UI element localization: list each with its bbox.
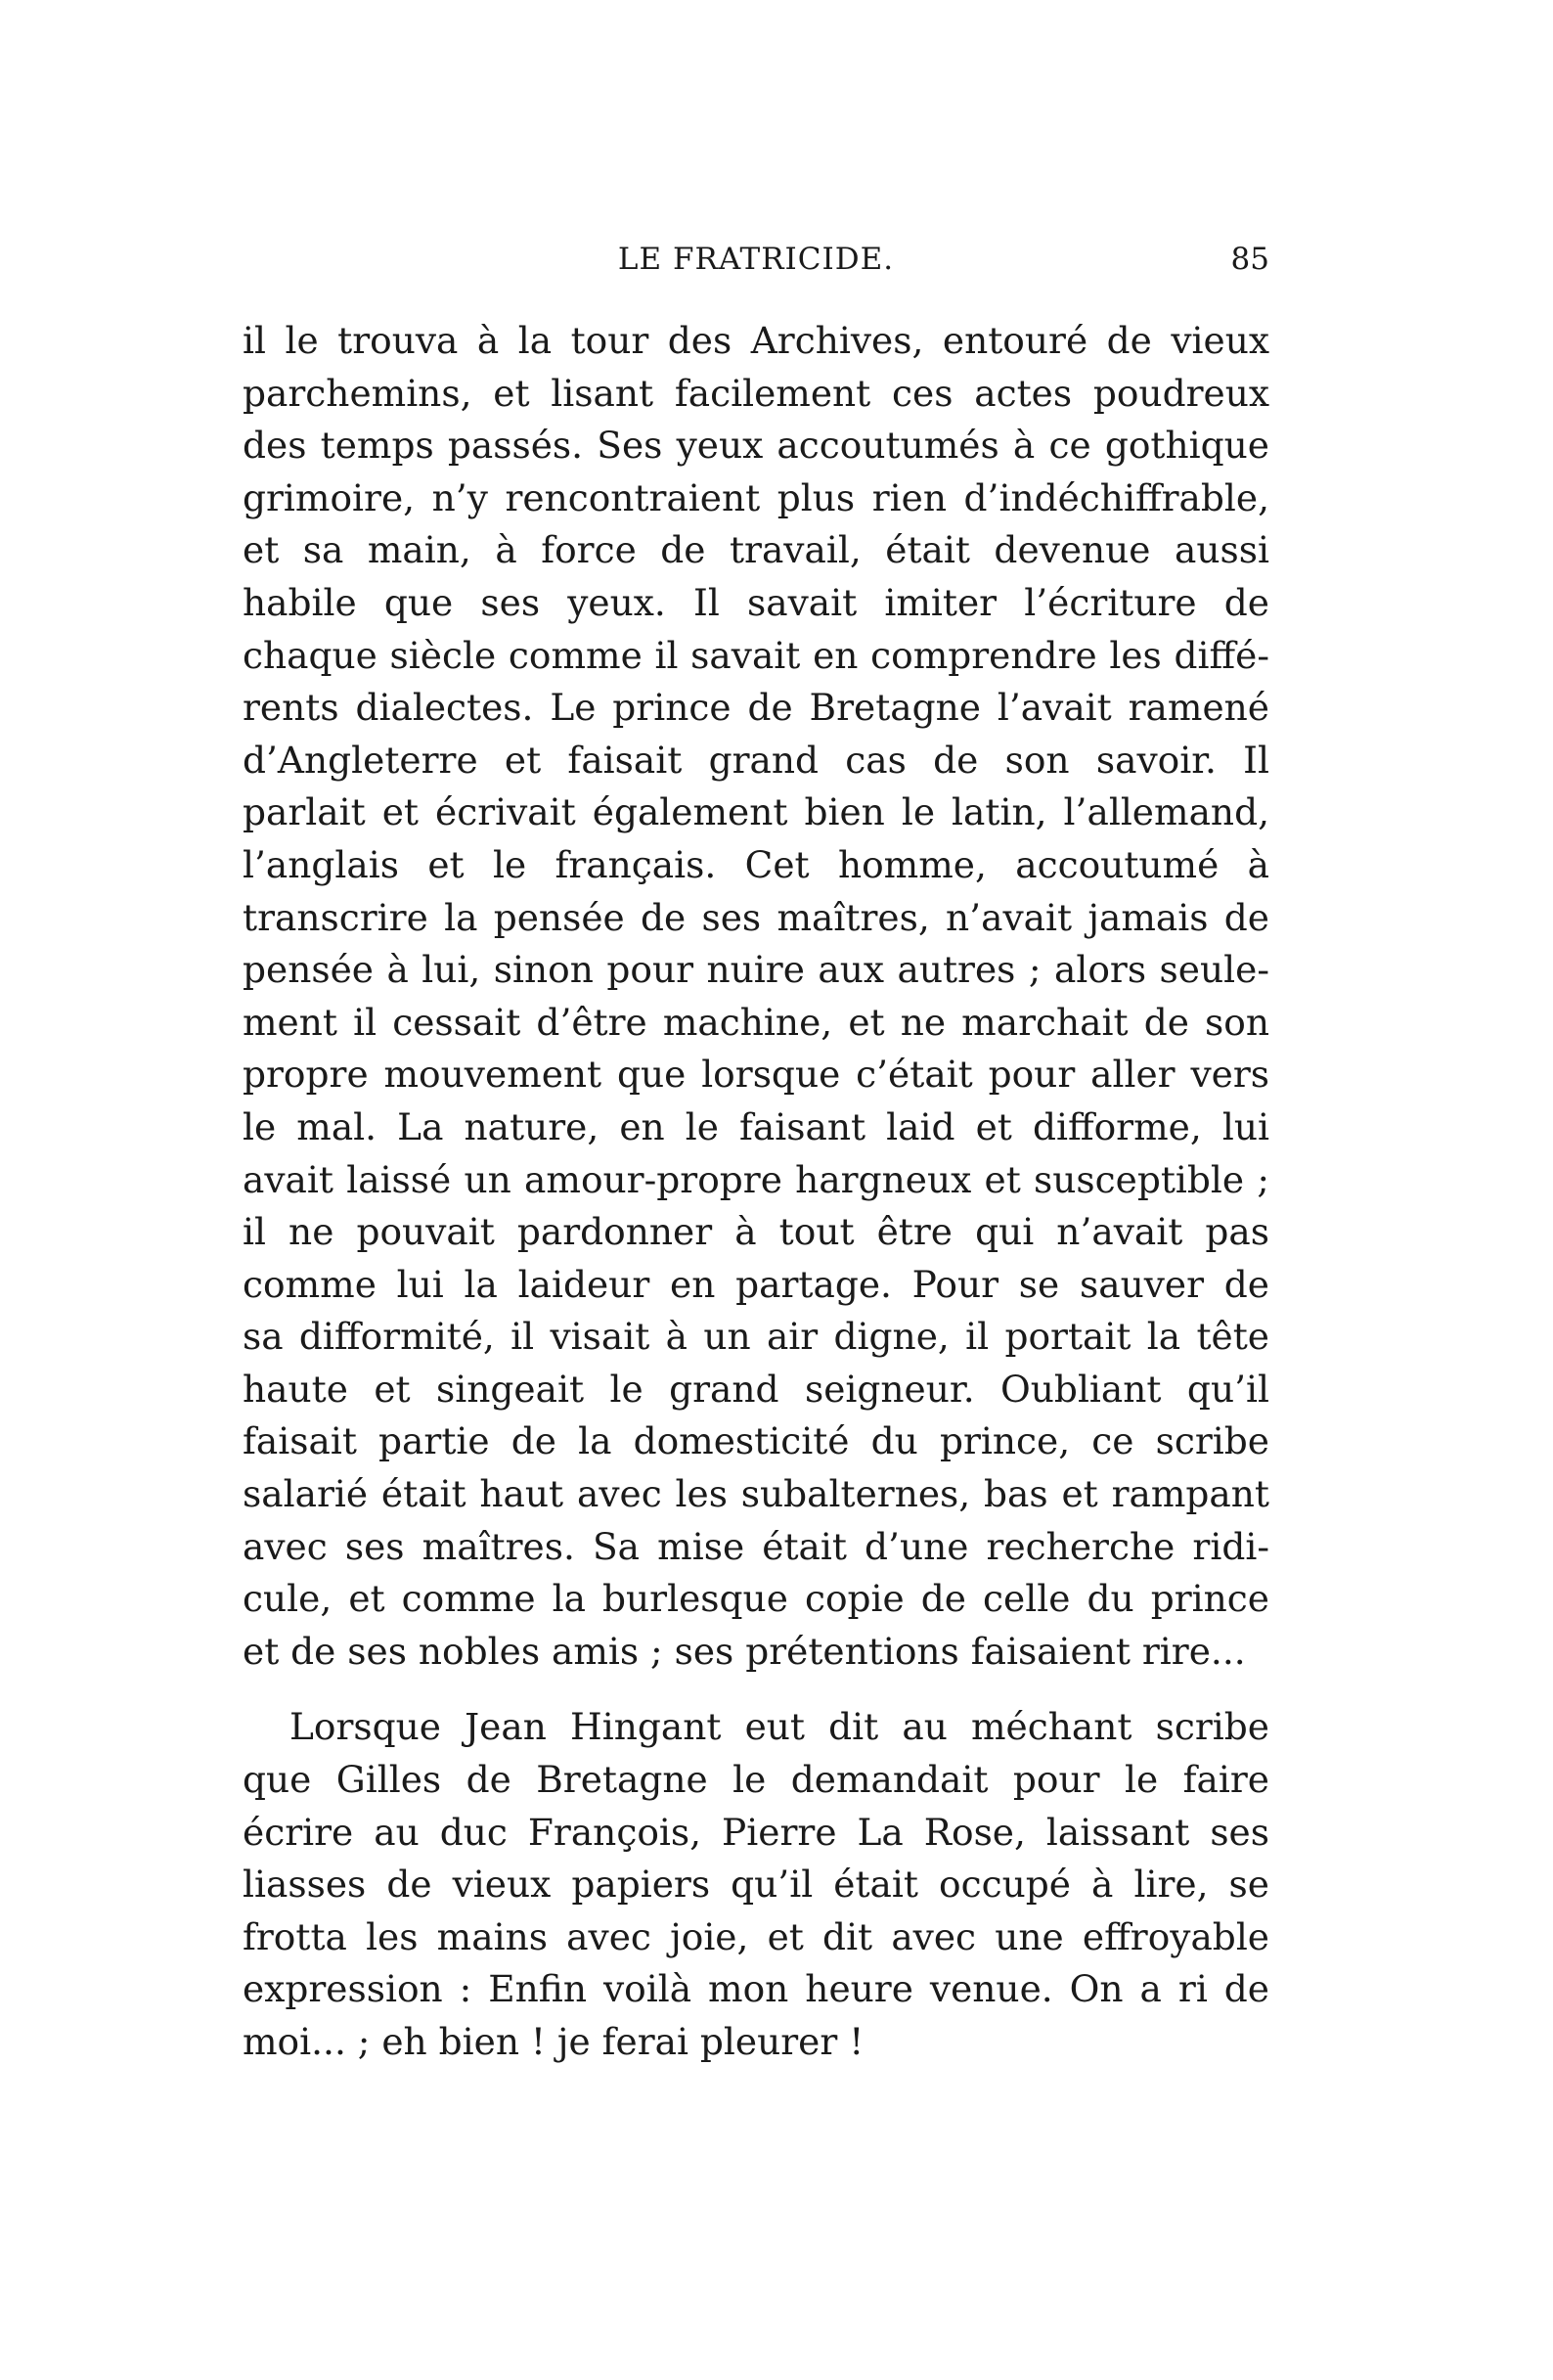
text-line: propre mouvement que lorsque c’était pour aller vers (243, 1053, 1269, 1097)
text-line: expression : Enfin voilà mon heure venue. On a ri de (243, 1967, 1269, 2011)
text-line: que Gilles de Bretagne le demandait pour le faire (243, 1758, 1269, 1802)
text-line: salarié était haut avec les subalternes, bas et rampant (243, 1472, 1269, 1516)
text-line: il le trouva à la tour des Archives, entouré de vieux (243, 319, 1269, 362)
text-line: frotta les mains avec joie, et dit avec une effroyable (243, 1914, 1269, 1958)
text-line: haute et singeait le grand seigneur. Oubliant qu’il (243, 1367, 1269, 1411)
text-line: avait laissé un amour-propre hargneux et susceptible ; (243, 1157, 1269, 1201)
text-line: pensée à lui, sinon pour nuire aux autres ; alors seule- (243, 948, 1269, 992)
text-line: grimoire, n’y rencontraient plus rien d’indéchiffrable, (243, 475, 1269, 519)
text-line: écrire au duc François, Pierre La Rose, laissant ses (243, 1810, 1269, 1854)
running-head (243, 235, 1269, 284)
body-text (243, 315, 1269, 2069)
text-line: et de ses nobles amis ; ses prétentions faisaient rire... (243, 1629, 1246, 1673)
text-line: rents dialectes. Le prince de Bretagne l’avait ramené (243, 686, 1269, 730)
text-line: transcrire la pensée de ses maîtres, n’avait jamais de (243, 895, 1269, 939)
text-line: avec ses maîtres. Sa mise était d’une recherche ridi- (243, 1524, 1269, 1568)
text-line: liasses de vieux papiers qu’il était occupé à lire, se (243, 1863, 1269, 1907)
paragraph-gap (243, 1678, 1269, 1701)
paragraph (243, 1701, 1269, 2068)
text-line: le mal. La nature, en le faisant laid et difforme, lui (243, 1104, 1269, 1148)
text-line: et sa main, à force de travail, était devenue aussi (243, 528, 1269, 572)
text-line: parchemins, et lisant facilement ces actes poudreux (243, 371, 1269, 415)
text-line: habile que ses yeux. Il savait imiter l’écriture de (243, 580, 1269, 624)
text-line: sa difformité, il visait à un air digne, il portait la tête (243, 1315, 1269, 1359)
text-line: d’Angleterre et faisait grand cas de son savoir. Il (243, 738, 1269, 782)
text-line: chaque siècle comme il savait en comprendre les diffé- (243, 633, 1269, 677)
paragraph (243, 315, 1269, 1678)
text-line: cule, et comme la burlesque copie de celle du prince (243, 1577, 1269, 1621)
text-line: parlait et écrivait également bien le latin, l’allemand, (243, 790, 1269, 834)
text-line: faisait partie de la domesticité du prince, ce scribe (243, 1419, 1269, 1463)
text-line: Lorsque Jean Hingant eut dit au méchant scribe (289, 1705, 1269, 1749)
text-line: moi... ; eh bien ! je ferai pleurer ! (243, 2020, 865, 2063)
page-number: 85 (1230, 242, 1269, 277)
running-title: LE FRATRICIDE. (617, 242, 895, 277)
text-line: comme lui la laideur en partage. Pour se sauver de (243, 1262, 1269, 1306)
text-line: des temps passés. Ses yeux accoutumés à ce gothique (243, 424, 1269, 468)
text-line: ment il cessait d’être machine, et ne marchait de son (243, 1000, 1269, 1044)
text-line: il ne pouvait pardonner à tout être qui n’avait pas (243, 1210, 1269, 1254)
text-line: l’anglais et le français. Cet homme, accoutumé à (243, 842, 1269, 886)
